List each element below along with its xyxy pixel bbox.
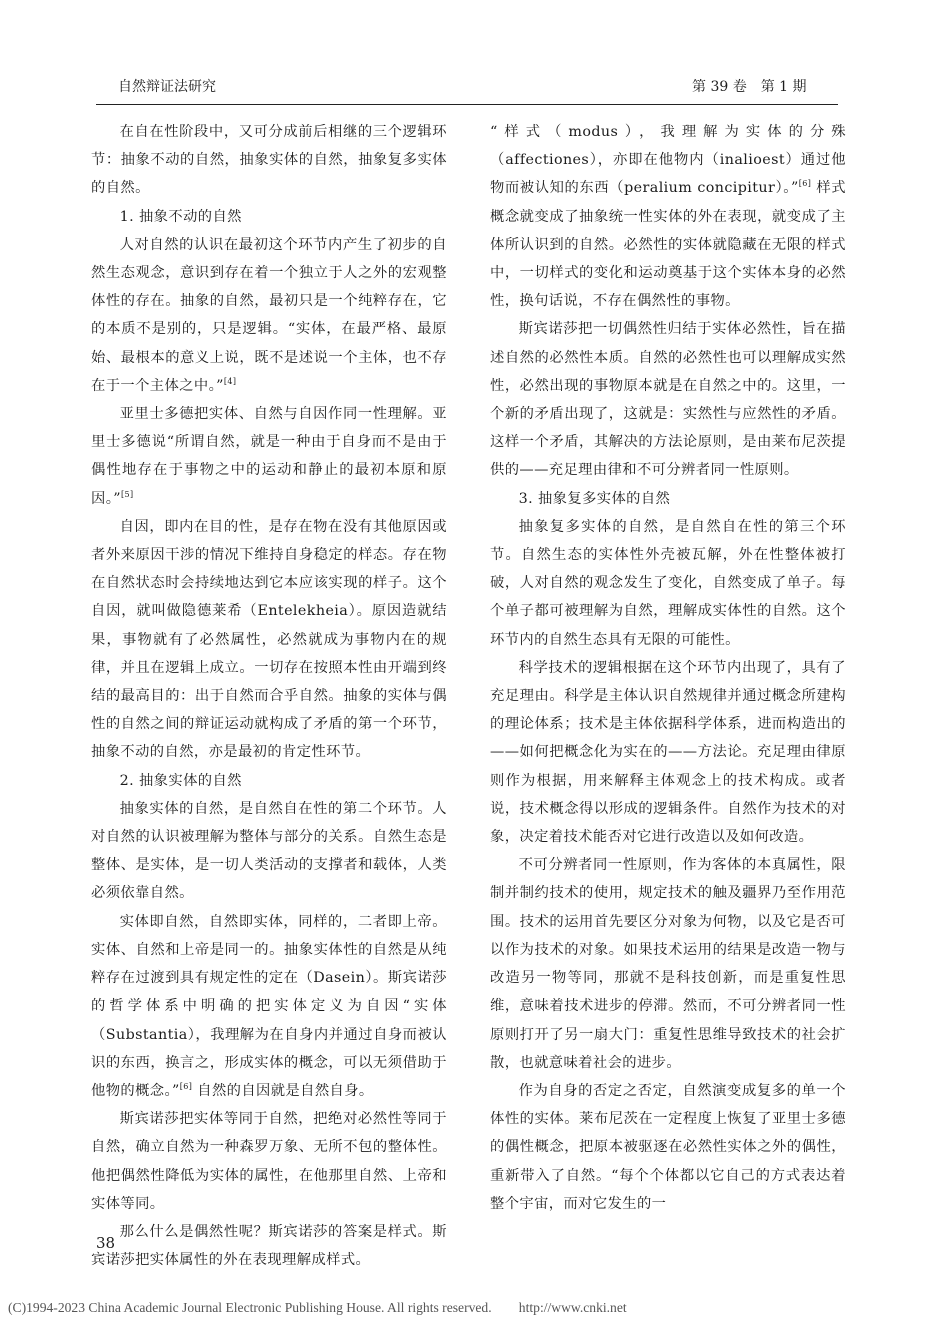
section-heading [91,203,447,231]
paragraph [490,513,846,654]
paragraph [490,851,846,1077]
section-heading [490,485,846,513]
paragraph [91,231,447,400]
paragraph [91,795,447,908]
paragraph [490,654,846,851]
issue-info: 第 39 卷 第 1 期 [692,79,807,95]
citation-ref: [6] [179,1081,193,1091]
header-rule [96,104,838,105]
page-number: 38 [96,1234,116,1252]
copyright-footer: (C)1994-2023 China Academic Journal Electronic Publishing House. All rights reserved. http://www.cnki.net [8,1300,627,1315]
paragraph [91,118,447,203]
right-column [490,118,846,1218]
paragraph-text: 1. 抽象不动的自然 [119,208,242,225]
paragraph [91,908,447,1105]
paragraph-text: 样式概念就变成了抽象统一性实体的外在表现，就变成了主体所认识到的自然。必然性的实体就隐藏在无限的样式中，一切样式的变化和运动奠基于这个实体本身的必然性，换句话说，不存在偶然性的事物。 [490,180,847,310]
paragraph [490,1077,846,1218]
paragraph-text: 亚里士多德把实体、自然与自因作同一性理解。亚里士多德说“所谓自然，就是一种由于自身而不是由于偶性地存在于事物之中的运动和静止的最初本原和原因。” [91,406,447,507]
paragraph-text: 科学技术的逻辑根据在这个环节内出现了，具有了充足理由。科学是主体认识自然规律并通过概念所建构的理论体系；技术是主体依据科学体系，进而构造出的——如何把概念化为实在的——方法论。充足理由律原则作为根据，用来解释主体观念上的技术构成。或者说，技术概念得以形成的逻辑条件。自然作为技术的对象，决定着技术能否对它进行改造以及如何改造。 [490,659,846,846]
paragraph-text: 人对自然的认识在最初这个环节内产生了初步的自然生态观念，意识到存在着一个独立于人之外的宏观整体性的存在。抽象的自然，最初只是一个纯粹存在，它的本质不是别的，只是逻辑。“实体，在最严格、最原始、最根本的意义上说，既不是述说一个主体，也不存在于一个主体之中。” [91,236,447,394]
citation-ref: [4] [223,376,237,386]
journal-title: 自然辩证法研究 [118,79,216,95]
paragraph-text: 2. 抽象实体的自然 [119,772,242,789]
paragraph [490,315,846,484]
citation-ref: [6] [798,179,812,189]
paragraph [91,1218,447,1274]
paragraph [490,118,846,315]
paragraph-text: 实体即自然，自然即实体，同样的，二者即上帝。实体、自然和上帝是同一的。抽象实体性的自然是从纯粹存在过渡到具有规定性的定在（Dasein）。斯宾诺莎的哲学体系中明确的把实体定义为自因“实体（Substantia），我理解为在自身内并通过自身而被认识的东西，换言之，形成实体的概念，可以无须借助于他物的概念。” [91,913,447,1099]
paragraph-text: 斯宾诺莎把实体等同于自然，把绝对必然性等同于自然，确立自然为一种森罗万象、无所不包的整体性。他把偶然性降低为实体的属性，在他那里自然、上帝和实体等同。 [91,1111,447,1212]
paragraph [91,513,447,767]
paragraph-text: 抽象复多实体的自然，是自然自在性的第三个环节。自然生态的实体性外壳被瓦解，外在性整体被打破，人对自然的观念发生了变化，自然变成了单子。每个单子都可被理解为自然，理解成实体性的自然。这个环节内的自然生态具有无限的可能性。 [490,518,846,648]
paragraph [91,1105,447,1218]
paragraph [91,400,447,513]
page-header [0,0,950,100]
paragraph-text: 不可分辨者同一性原则，作为客体的本真属性，限制并制约技术的使用，规定技术的触及疆界乃至作用范围。技术的运用首先要区分对象为何物，以及它是否可以作为技术的对象。如果技术运用的结果是改造一物与改造另一物等同，那就不是科技创新，而是重复性思维，意味着技术进步的停滞。然而，不可分辨者同一性原则打开了另一扇大门：重复性思维导致技术的社会扩散，也就意味着社会的进步。 [490,857,846,1071]
paragraph-text: 作为自身的否定之否定，自然演变成复多的单一个体性的实体。莱布尼茨在一定程度上恢复了亚里士多德的偶性概念，把原本被驱逐在必然性实体之外的偶性，重新带入了自然。“每个个体都以它自己的方式表达着整个宇宙，而对它发生的一 [490,1082,846,1212]
citation-ref: [5] [120,489,134,499]
paragraph-text: “样式（modus），我理解为实体的分殊（affectiones），亦即在他物内（inalioest）通过他物而被认知的东西（peralium concipitur）。” [490,124,846,197]
paragraph-text: 在自在性阶段中，又可分成前后相继的三个逻辑环节：抽象不动的自然，抽象实体的自然，抽象复多实体的自然。 [91,124,447,197]
paragraph-text: 自然的自因就是自然自身。 [192,1082,374,1099]
paragraph-text: 抽象实体的自然，是自然自在性的第二个环节。人对自然的认识被理解为整体与部分的关系。自然生态是整体、是实体，是一切人类活动的支撑者和载体，人类必须依靠自然。 [91,800,447,902]
paragraph-text: 自因，即内在目的性，是存在物在没有其他原因或者外来原因干涉的情况下维持自身稳定的样态。存在物在自然状态时会持续地达到它本应该实现的样子。这个自因，就叫做隐德莱希（Entelekheia）。原因造就结果，事物就有了必然属性，必然就成为事物内在的规律，并且在逻辑上成立。一切存在按照本性由开端到终结的最高目的：出于自然而合乎自然。抽象的实体与偶性的自然之间的辩证运动就构成了矛盾的第一个环节，抽象不动的自然，亦是最初的肯定性环节。 [91,518,447,761]
section-heading [91,767,447,795]
paragraph-text: 那么什么是偶然性呢？斯宾诺莎的答案是样式。斯宾诺莎把实体属性的外在表现理解成样式。 [91,1223,447,1269]
paragraph-text: 3. 抽象复多实体的自然 [518,490,671,507]
paragraph-text: 斯宾诺莎把一切偶然性归结于实体必然性，旨在描述自然的必然性本质。自然的必然性也可以理解成实然性，必然出现的事物原本就是在自然之中的。这里，一个新的矛盾出现了，这就是：实然性与应然性的矛盾。这样一个矛盾，其解决的方法论原则，是由莱布尼茨提供的——充足理由律和不可分辨者同一性原则。 [490,321,846,479]
left-column [91,118,447,1274]
